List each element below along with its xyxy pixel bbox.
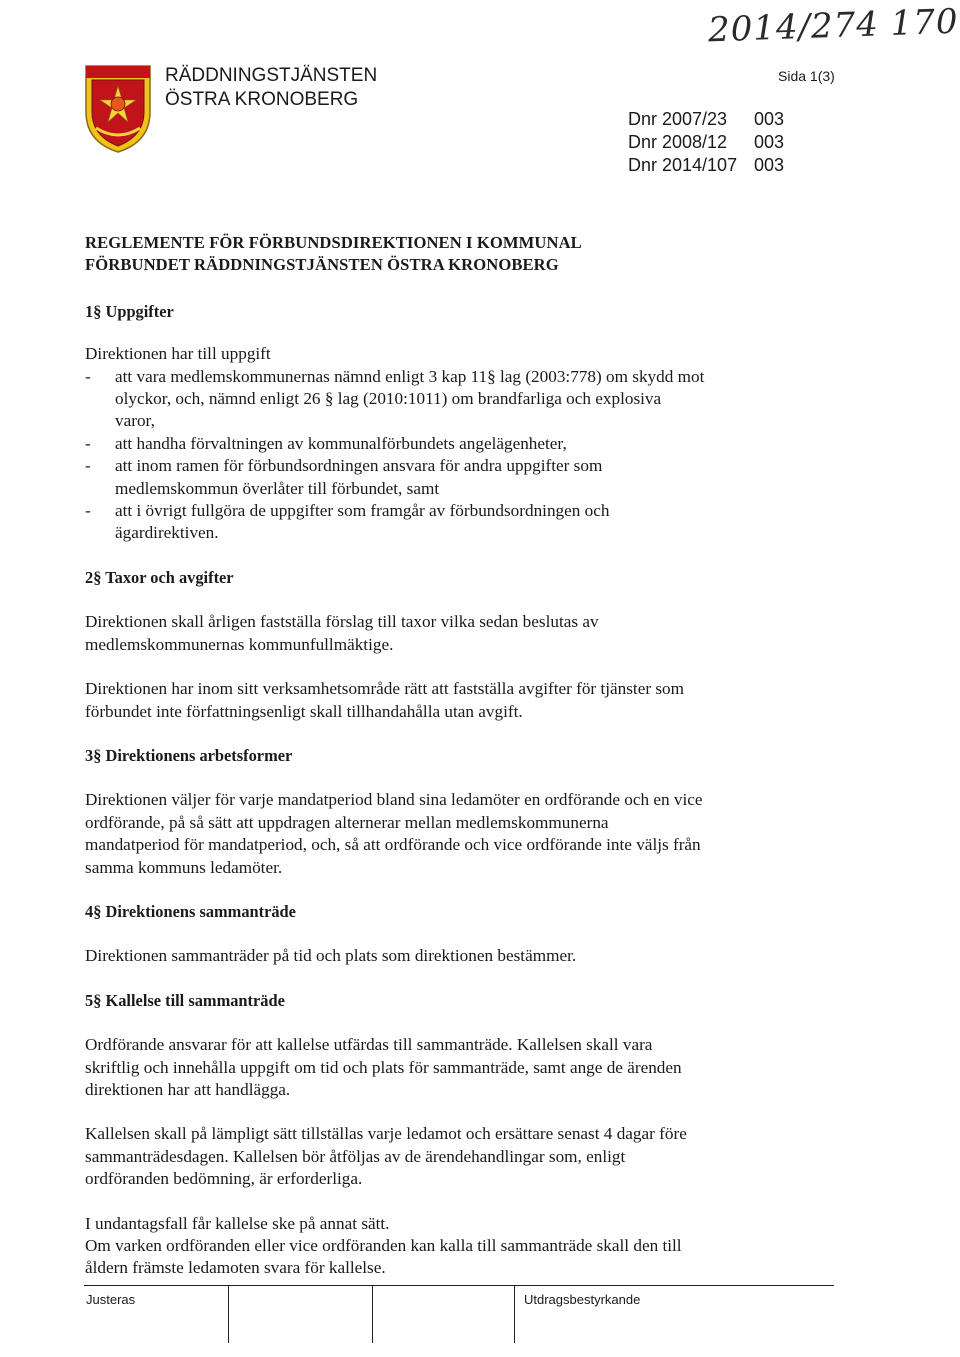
diary-code: 003	[754, 155, 785, 175]
utdragsbestyrkande-label: Utdragsbestyrkande	[524, 1292, 641, 1307]
section-1-intro: Direktionen har till uppgift	[85, 344, 271, 364]
document-title-line-2: FÖRBUNDET RÄDDNINGSTJÄNSTEN ÖSTRA KRONOBERG	[85, 255, 559, 275]
document-title-line-1: REGLEMENTE FÖR FÖRBUNDSDIREKTIONEN I KOMMUNAL	[85, 233, 582, 252]
section-2-heading: 2§ Taxor och avgifter	[85, 567, 234, 587]
section-2-paragraph: Direktionen har inom sitt verksamhetsområde rätt att fastställa avgifter för tjänster som förbundet inte författningsenligt skall tillhandahålla utan avgift.	[85, 679, 684, 721]
diary-number-row	[628, 131, 794, 154]
diary-number: Dnr 2014/107	[628, 155, 738, 175]
diary-number-row	[628, 154, 794, 177]
organization-name	[165, 64, 377, 112]
list-item: - att i övrigt fullgöra de uppgifter som framgår av förbundsordningen och ägardirektiven.	[85, 500, 705, 545]
justeras-label: Justeras	[86, 1292, 136, 1307]
section-5-heading: 5§ Kallelse till sammanträde	[85, 990, 285, 1010]
section-1-task-list	[85, 366, 705, 545]
footer-rule	[84, 1285, 834, 1286]
diary-number: Dnr 2008/12	[628, 132, 728, 152]
list-item: - att inom ramen för förbundsordningen ansvara för andra uppgifter som medlemskommun överlåter till förbundet, samt	[85, 455, 705, 500]
page-number: Sida 1(3)	[778, 68, 835, 84]
section-5-paragraph: Ordförande ansvarar för att kallelse utfärdas till sammanträde. Kallelsen skall vara skriftlig och innehålla uppgift om tid och plats för sammanträde, samt ange de ärenden direktionen har att handlägga.	[85, 1035, 682, 1099]
section-5-paragraph: Kallelsen skall på lämpligt sätt tillställas varje ledamot och ersättare senast 4 dagar före sammanträdesdagen. Kallelsen bör åtföljas av de ärendehandlingar som, enligt ordföranden bedömning, är erforderliga.	[85, 1124, 687, 1189]
org-name-line-2: ÖSTRA KRONOBERG	[165, 89, 359, 110]
diary-number: Dnr 2007/23	[628, 109, 728, 129]
diary-code: 003	[754, 109, 785, 129]
section-3-heading: 3§ Direktionens arbetsformer	[85, 745, 293, 765]
document-body	[85, 232, 705, 1280]
signature-box-divider	[372, 1285, 373, 1343]
section-3-paragraph: Direktionen väljer för varje mandatperiod bland sina ledamöter en ordförande och en vice ordförande, på så sätt att uppdragen alternerar mellan medlemskommunerna mandatperiod för mandatperiod, och, så att ordförande och vice ordförande inte väljs från samma kommuns ledamöter.	[85, 790, 703, 877]
section-2-paragraph: Direktionen skall årligen fastställa förslag till taxor vilka sedan beslutas av medlemskommunernas kommunfullmäktige.	[85, 612, 599, 654]
section-1-heading: 1§ Uppgifter	[85, 301, 174, 321]
section-4-heading: 4§ Direktionens sammanträde	[85, 901, 296, 921]
diary-number-row	[628, 108, 794, 131]
handwritten-reference: 2014/274 170	[707, 1, 960, 51]
section-5-paragraph: I undantagsfall får kallelse ske på annat sätt.	[85, 1213, 390, 1233]
organization-logo	[82, 62, 154, 154]
signature-box-divider	[228, 1285, 229, 1343]
list-item: - att vara medlemskommunernas nämnd enligt 3 kap 11§ lag (2003:778) om skydd mot olyckor, och, nämnd enligt 26 § lag (2010:1011) om brandfarliga och explosiva varor,	[85, 366, 705, 433]
org-name-line-1: RÄDDNINGSTJÄNSTEN	[165, 65, 378, 86]
signature-box-divider	[514, 1285, 515, 1343]
diary-code: 003	[754, 132, 785, 152]
section-4-paragraph: Direktionen sammanträder på tid och plats som direktionen bestämmer.	[85, 946, 577, 966]
section-5-paragraph: Om varken ordföranden eller vice ordföranden kan kalla till sammanträde skall den till åldern främste ledamoten svara för kallelse.	[85, 1236, 682, 1278]
document-title	[85, 232, 705, 277]
diary-numbers	[628, 108, 794, 177]
list-item: - att handha förvaltningen av kommunalförbundets angelägenheter,	[85, 433, 705, 455]
